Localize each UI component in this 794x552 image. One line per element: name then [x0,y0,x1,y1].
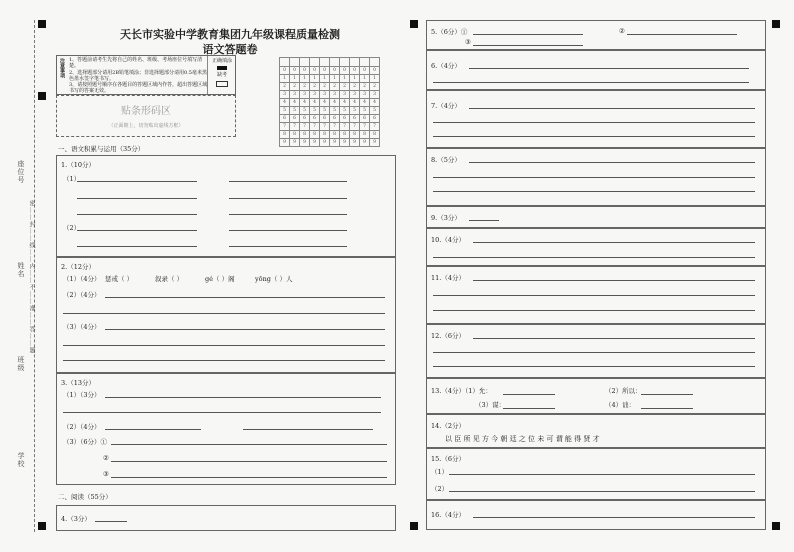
notice-item: 1、答题前请考生先将自己的姓名、班级、考场座位号填写清楚。 [69,57,203,70]
q14-answer-box[interactable] [426,414,766,448]
exam-digit-bubble[interactable]: 5 [320,107,330,115]
answer-line[interactable] [503,408,555,409]
answer-line[interactable] [105,397,381,398]
exam-digit-bubble[interactable]: 5 [350,107,360,115]
exam-digit-bubble[interactable]: 7 [320,123,330,131]
q8-answer-box[interactable] [426,148,766,206]
exam-digit-bubble[interactable]: 9 [340,139,350,147]
exam-digit-bubble[interactable]: 6 [320,115,330,123]
answer-line[interactable] [473,517,755,518]
exam-digit-bubble[interactable]: 0 [300,67,310,75]
barcode-area [56,95,236,137]
exam-digit-bubble[interactable]: 2 [320,83,330,91]
exam-digit-bubble[interactable]: 2 [350,83,360,91]
q5-circle-3: ③ [465,38,471,46]
exam-digit-bubble[interactable]: 7 [300,123,310,131]
q4-answer-box[interactable] [56,505,396,531]
exam-digit-bubble[interactable]: 1 [320,75,330,83]
exam-number-entry-cell[interactable] [320,58,330,67]
answer-line[interactable] [433,191,755,192]
answer-line[interactable] [63,360,385,361]
exam-digit-bubble[interactable]: 4 [300,99,310,107]
exam-digit-bubble[interactable]: 1 [360,75,370,83]
exam-digit-bubble[interactable]: 2 [280,83,290,91]
exam-digit-bubble[interactable]: 9 [330,139,340,147]
exam-digit-bubble[interactable]: 0 [320,67,330,75]
exam-digit-bubble[interactable]: 9 [370,139,380,147]
notice-item: 2、选择题部分请用2B铅笔填涂；非选择题部分请用0.5毫米黑色墨水签字笔书写。 [69,69,207,82]
exam-digit-bubble[interactable]: 8 [370,131,380,139]
exam-digit-bubble[interactable]: 3 [360,91,370,99]
answer-line[interactable] [469,220,499,221]
exam-digit-bubble[interactable]: 5 [360,107,370,115]
q1-part1-label: （1） [63,175,81,183]
class-label: 班级 [17,356,25,372]
fill-example-label: 正确填涂 [211,58,232,64]
q11-answer-box[interactable] [426,266,766,324]
missing-label: 缺考 [216,72,227,79]
barcode-label: 贴条形码区 [121,106,171,117]
answer-line[interactable] [433,352,755,353]
exam-digit-bubble[interactable]: 6 [290,115,300,123]
answer-line[interactable] [105,297,385,298]
timing-mark [38,92,46,100]
exam-digit-bubble[interactable]: 7 [360,123,370,131]
exam-digit-bubble[interactable]: 0 [330,67,340,75]
answer-line[interactable] [449,474,755,475]
q9-label: 9.（3分） [431,214,461,222]
q3-circle-2: ② [103,454,109,462]
exam-digit-bubble[interactable]: 7 [290,123,300,131]
answer-line[interactable] [229,230,347,231]
exam-digit-bubble[interactable]: 8 [360,131,370,139]
answer-line[interactable] [469,68,749,69]
exam-digit-bubble[interactable]: 5 [300,107,310,115]
exam-digit-bubble[interactable]: 0 [360,67,370,75]
name-label: 姓名 [17,262,25,278]
answer-line[interactable] [229,181,347,182]
q3-answer-box[interactable] [56,373,396,485]
exam-number-entry-cell[interactable] [370,58,380,67]
exam-number-entry-cell[interactable] [330,58,340,67]
exam-number-entry-cell[interactable] [300,58,310,67]
answer-line[interactable] [229,246,347,247]
notice-box [56,55,236,95]
notice-list [69,57,209,95]
exam-digit-bubble[interactable]: 0 [290,67,300,75]
section-1-heading: 一、语文积累与运用（35分） [58,145,145,153]
exam-digit-bubble[interactable]: 2 [340,83,350,91]
answer-line[interactable] [641,394,693,395]
answer-line[interactable] [433,366,755,367]
fill-legend [207,56,236,94]
answer-line[interactable] [433,310,755,311]
exam-digit-bubble[interactable]: 9 [350,139,360,147]
exam-number-entry-cell[interactable] [290,58,300,67]
q5-answer-box[interactable] [426,20,766,50]
exam-digit-bubble[interactable]: 4 [340,99,350,107]
q12-answer-box[interactable] [426,324,766,378]
exam-digit-bubble[interactable]: 7 [280,123,290,131]
exam-digit-bubble[interactable]: 6 [350,115,360,123]
exam-digit-bubble[interactable]: 4 [320,99,330,107]
timing-mark [410,20,418,28]
school-label: 学校 [17,452,25,468]
answer-line[interactable] [433,295,755,296]
answer-line[interactable] [469,108,755,109]
exam-digit-bubble[interactable]: 9 [300,139,310,147]
exam-digit-bubble[interactable]: 9 [360,139,370,147]
exam-digit-bubble[interactable]: 6 [310,115,320,123]
seat-label: 座位号 [17,160,25,184]
exam-digit-bubble[interactable]: 6 [330,115,340,123]
exam-digit-bubble[interactable]: 6 [280,115,290,123]
exam-digit-bubble[interactable]: 1 [340,75,350,83]
q15-answer-box[interactable] [426,448,766,500]
exam-digit-bubble[interactable]: 4 [330,99,340,107]
exam-digit-bubble[interactable]: 6 [360,115,370,123]
exam-digit-bubble[interactable]: 1 [310,75,320,83]
q11-label: 11.（4分） [431,274,465,282]
exam-digit-bubble[interactable]: 9 [310,139,320,147]
notice-label: 注意事项 [59,58,65,78]
answer-line[interactable] [63,345,385,346]
exam-digit-bubble[interactable]: 5 [370,107,380,115]
q13-part2-label: （2）所以： [605,387,642,395]
exam-digit-bubble[interactable]: 1 [300,75,310,83]
answer-line[interactable] [77,198,197,199]
exam-digit-bubble[interactable]: 3 [330,91,340,99]
exam-digit-bubble[interactable]: 0 [280,67,290,75]
answer-line[interactable] [503,394,555,395]
q6-label: 6.（4分） [431,62,461,70]
q6-answer-box[interactable] [426,50,766,90]
answer-line[interactable] [77,181,197,182]
exam-digit-bubble[interactable]: 8 [350,131,360,139]
exam-digit-bubble[interactable]: 9 [290,139,300,147]
answer-line[interactable] [77,214,197,215]
answer-line[interactable] [473,34,583,35]
timing-mark [772,20,780,28]
exam-digit-bubble[interactable]: 4 [290,99,300,107]
q16-label: 16.（4分） [431,511,465,519]
exam-digit-bubble[interactable]: 5 [330,107,340,115]
exam-digit-bubble[interactable]: 7 [350,123,360,131]
answer-line[interactable] [243,429,373,430]
barcode-hint: （正面朝上，切勿贴出虚线方框） [108,123,184,129]
exam-digit-bubble[interactable]: 3 [320,91,330,99]
q16-answer-box[interactable] [426,500,766,530]
exam-digit-bubble[interactable]: 9 [320,139,330,147]
exam-digit-bubble[interactable]: 0 [370,67,380,75]
q2-word-2: 叙录（ ） [155,275,184,283]
exam-digit-bubble[interactable]: 7 [310,123,320,131]
exam-digit-bubble[interactable]: 0 [310,67,320,75]
exam-digit-bubble[interactable]: 8 [280,131,290,139]
q7-answer-box[interactable] [426,90,766,148]
exam-digit-bubble[interactable]: 7 [370,123,380,131]
q14-label: 14.（2分） [431,422,465,430]
q14-sentence: 以 臣 所 见 方 今 朝 廷 之 位 未 可 谓 能 得 贤 才 [445,435,600,443]
q4-label: 4.（3分） [61,515,91,523]
exam-digit-bubble[interactable]: 3 [280,91,290,99]
checkbox-icon[interactable] [216,81,228,87]
q8-label: 8.（5分） [431,156,461,164]
q15-part1-label: （1） [431,468,449,476]
answer-line[interactable] [95,521,127,522]
exam-number-entry-cell[interactable] [340,58,350,67]
exam-digit-bubble[interactable]: 4 [370,99,380,107]
q13-part3-label: （3）谋： [475,401,506,409]
answer-line[interactable] [433,136,755,137]
exam-digit-bubble[interactable]: 2 [300,83,310,91]
exam-digit-bubble[interactable]: 4 [280,99,290,107]
q1-label: 1.（10分） [61,161,95,169]
answer-line[interactable] [473,45,583,46]
exam-digit-bubble[interactable]: 1 [330,75,340,83]
exam-digit-bubble[interactable]: 1 [370,75,380,83]
q3-part1-label: （1）（3分） [63,391,101,399]
exam-digit-bubble[interactable]: 6 [300,115,310,123]
exam-number-grid [279,57,380,147]
answer-line[interactable] [229,198,347,199]
notice-item: 3、请按照题号顺序在各题目的答题区域内作答，超出答题区域书写的答案无效。 [69,82,208,95]
exam-digit-bubble[interactable]: 8 [320,131,330,139]
q13-part4-label: （4）诎： [605,401,636,409]
answer-line[interactable] [63,412,381,413]
answer-line[interactable] [111,444,387,445]
exam-digit-bubble[interactable]: 8 [310,131,320,139]
exam-digit-bubble[interactable]: 6 [370,115,380,123]
q15-label: 15.（6分） [431,455,465,463]
exam-digit-bubble[interactable]: 1 [280,75,290,83]
exam-digit-bubble[interactable]: 4 [360,99,370,107]
q2-part3-label: （3）（4分） [63,323,101,331]
exam-digit-bubble[interactable]: 5 [310,107,320,115]
answer-line[interactable] [77,246,197,247]
exam-digit-bubble[interactable]: 8 [300,131,310,139]
exam-digit-bubble[interactable]: 6 [340,115,350,123]
q1-part2-label: （2） [63,224,81,232]
answer-line[interactable] [433,177,755,178]
timing-mark [410,522,418,530]
exam-digit-bubble[interactable]: 2 [360,83,370,91]
answer-line[interactable] [77,230,197,231]
q5-label: 5.（6分）① [431,28,468,36]
answer-line[interactable] [111,461,387,462]
exam-digit-bubble[interactable]: 8 [290,131,300,139]
exam-digit-bubble[interactable]: 8 [330,131,340,139]
q2-part1-label: （1）（4分） [63,275,101,283]
exam-digit-bubble[interactable]: 2 [330,83,340,91]
exam-digit-bubble[interactable]: 2 [370,83,380,91]
exam-digit-bubble[interactable]: 5 [290,107,300,115]
answer-line[interactable] [473,338,755,339]
q13-answer-box[interactable] [426,378,766,414]
timing-mark [38,522,46,530]
exam-digit-bubble[interactable]: 1 [290,75,300,83]
exam-digit-bubble[interactable]: 0 [350,67,360,75]
exam-number-entry-cell[interactable] [360,58,370,67]
q10-label: 10.（4分） [431,236,465,244]
exam-digit-bubble[interactable]: 7 [330,123,340,131]
exam-digit-bubble[interactable]: 5 [280,107,290,115]
exam-digit-bubble[interactable]: 2 [290,83,300,91]
answer-line[interactable] [105,329,385,330]
q2-part2-label: （2）（4分） [63,291,101,299]
q3-part2-label: （2）（4分） [63,423,101,431]
exam-digit-bubble[interactable]: 3 [340,91,350,99]
q2-word-1: 惩戒（ ） [105,275,134,283]
timing-mark [772,522,780,530]
q2-label: 2.（12分） [61,263,95,271]
filled-box-icon [217,66,227,70]
exam-number-entry-cell[interactable] [350,58,360,67]
q5-circle-2: ② [619,27,625,35]
page-title: 天长市实验中学教育集团九年级课程质量检测 [120,28,340,41]
page-subtitle: 语文答题卷 [202,43,258,56]
exam-digit-bubble[interactable]: 8 [340,131,350,139]
answer-line[interactable] [229,214,347,215]
exam-digit-bubble[interactable]: 3 [300,91,310,99]
q12-label: 12.（6分） [431,332,465,340]
timing-mark [38,20,46,28]
answer-line[interactable] [433,257,755,258]
q2-word-4: yōng（ ）人 [255,275,293,283]
exam-digit-bubble[interactable]: 3 [290,91,300,99]
exam-digit-bubble[interactable]: 3 [350,91,360,99]
answer-line[interactable] [469,162,755,163]
exam-digit-bubble[interactable]: 3 [310,91,320,99]
answer-line[interactable] [63,313,385,314]
exam-digit-bubble[interactable]: 1 [350,75,360,83]
answer-line[interactable] [433,122,755,123]
q13-label: 13.（4分）（1）允： [431,387,492,395]
fold-warning: 密……封……线……内……不……准……答……题 [28,200,35,354]
answer-line[interactable] [627,34,737,35]
q3-part3-label: （3）（6分）① [63,438,108,446]
q3-label: 3.（13分） [61,379,95,387]
q2-word-3: gé（ ）阁 [205,275,235,283]
exam-number-entry-cell[interactable] [310,58,320,67]
exam-digit-bubble[interactable]: 4 [310,99,320,107]
exam-digit-bubble[interactable]: 7 [340,123,350,131]
q10-answer-box[interactable] [426,228,766,266]
exam-digit-bubble[interactable]: 3 [370,91,380,99]
answer-line[interactable] [105,429,201,430]
answer-line[interactable] [473,242,755,243]
exam-digit-bubble[interactable]: 9 [280,139,290,147]
answer-line[interactable] [473,280,755,281]
q2-answer-box[interactable] [56,257,396,373]
exam-digit-bubble[interactable]: 0 [340,67,350,75]
answer-line[interactable] [641,408,693,409]
answer-line[interactable] [111,477,387,478]
q9-answer-box[interactable] [426,206,766,228]
q3-circle-3: ③ [103,470,109,478]
answer-line[interactable] [433,82,749,83]
exam-number-entry-cell[interactable] [280,58,290,67]
exam-digit-bubble[interactable]: 5 [340,107,350,115]
q1-answer-box[interactable] [56,155,396,257]
section-2-heading: 二、阅读（55分） [58,493,112,501]
exam-digit-bubble[interactable]: 2 [310,83,320,91]
answer-line[interactable] [449,491,755,492]
exam-digit-bubble[interactable]: 4 [350,99,360,107]
q15-part2-label: （2） [431,485,449,493]
q7-label: 7.（4分） [431,102,461,110]
